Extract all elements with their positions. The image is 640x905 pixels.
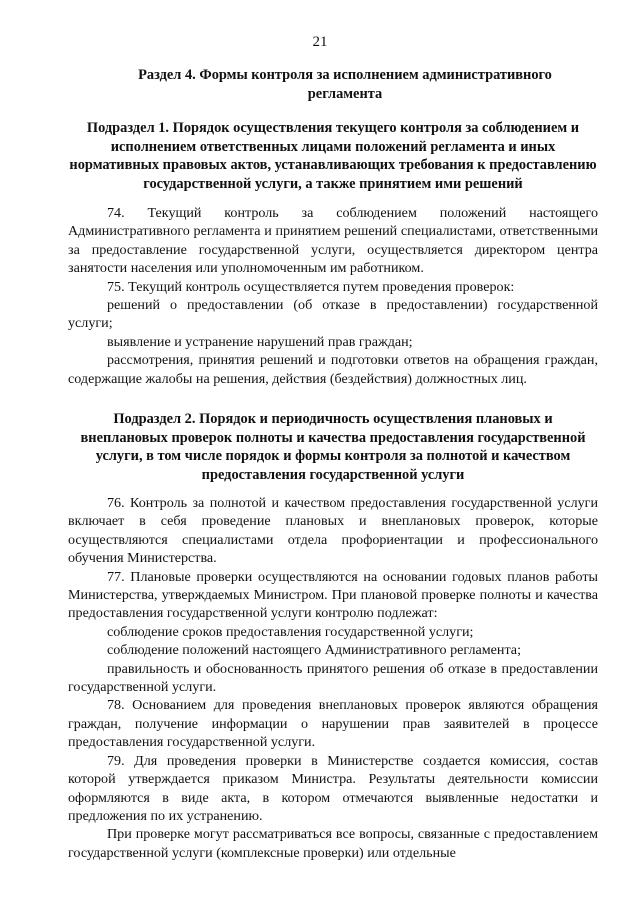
list-item: решений о предоставлении (об отказе в предоставлении) государственной услуги;: [68, 297, 598, 332]
page-number: 21: [312, 34, 328, 50]
paragraph-79: 79. Для проведения проверки в Министерстве создается комиссия, состав которой утверждается приказом Министра. Результаты деятельности комиссии оформляются в виде акта, в котором отмечаются выявленные недостатки и предложения по их устранению.: [68, 752, 598, 824]
subsection-1-body: [68, 204, 598, 388]
subsection-1-title: Подраздел 1. Порядок осуществления текущего контроля за соблюдением и исполнением ответственных лицами положений регламента и иных нормативных правовых актов, устанавливающих требования к предоставлению государственной услуги, а также принятием ими решений: [69, 120, 597, 192]
list-item: рассмотрения, принятия решений и подготовки ответов на обращения граждан, содержащие жалобы на решения, действия (бездействия) должностных лиц.: [68, 352, 598, 387]
list-item: выявление и устранение нарушений прав граждан;: [107, 333, 413, 350]
paragraph-78: 78. Основанием для проведения внеплановых проверок являются обращения граждан, получение информации о нарушении прав заявителей в процессе предоставления государственной услуги.: [68, 697, 598, 751]
list-item: соблюдение сроков предоставления государственной услуги;: [107, 623, 474, 640]
paragraph-75: 75. Текущий контроль осуществляется путем проведения проверок:: [107, 278, 515, 295]
paragraph-77: 77. Плановые проверки осуществляются на основании годовых планов работы Министерства, утверждаемых Министром. При плановой проверке полноты и качества предоставления государственной услуги контролю подлежат:: [68, 568, 598, 622]
paragraph-checks: При проверке могут рассматриваться все вопросы, связанные с предоставлением государственной услуги (комплексные проверки) или отдельные: [68, 826, 598, 861]
subsection-2-body: [68, 494, 598, 862]
paragraph-74: 74. Текущий контроль за соблюдением положений настоящего Административного регламента и принятием решений специалистами, ответственными за предоставление государственной услуги, осуществляется директором центра занятости населения или уполномоченным им работником.: [68, 205, 598, 277]
paragraph-76: 76. Контроль за полнотой и качеством предоставления государственной услуги включает в себя проведение плановых и внеплановых проверок, которые осуществляются специалистами отдела профориентации и профессионального обучения Министерства.: [68, 495, 598, 567]
subsection-2-title: Подраздел 2. Порядок и периодичность осуществления плановых и внеплановых проверок полноты и качества предоставления государственной услуги, в том числе порядок и формы контроля за полнотой и качеством предоставления государственной услуги: [80, 411, 586, 483]
list-item: соблюдение положений настоящего Административного регламента;: [107, 642, 521, 659]
section-title: Раздел 4. Формы контроля за исполнением административного регламента: [138, 67, 552, 102]
list-item: правильность и обоснованность принятого решения об отказе в предоставлении государственной услуги.: [68, 660, 598, 696]
